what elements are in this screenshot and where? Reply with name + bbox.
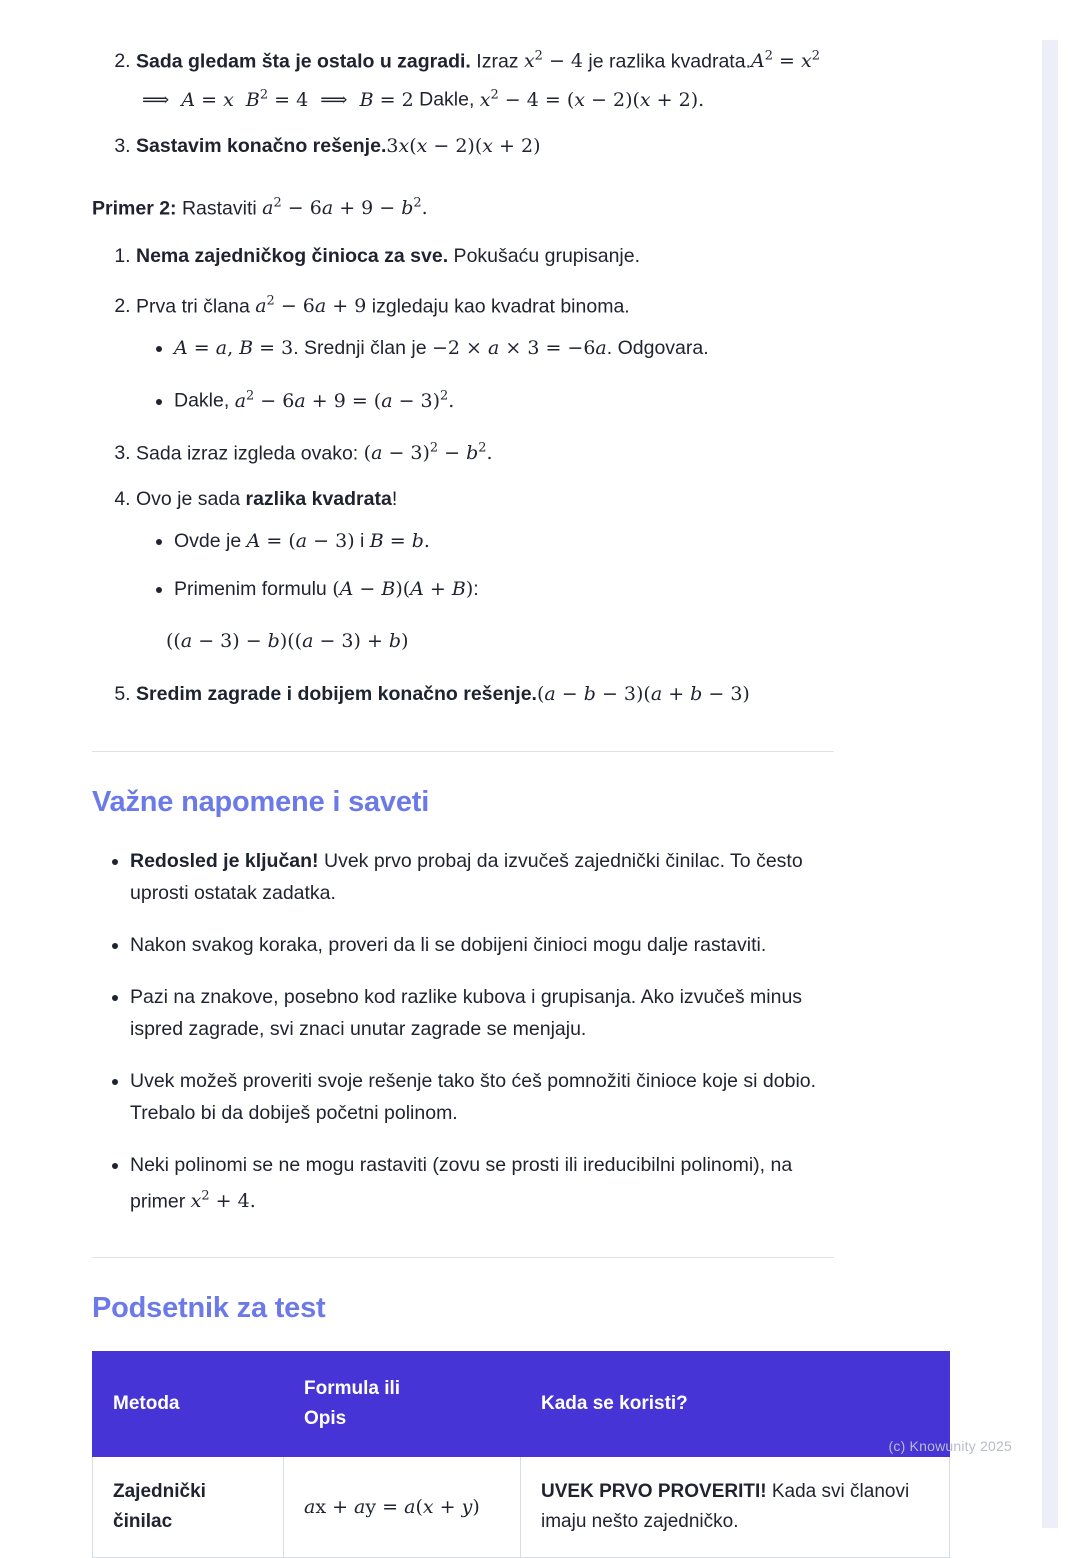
step-text: Izraz <box>470 50 524 73</box>
step-text: Pokušaću grupisanje. <box>448 244 641 267</box>
step-text: Ovo je sada <box>136 487 246 510</box>
inline-math: $A^2 = x^2$ ⟹ A = x $B^2 = 4$ ⟹ B = 2 <box>142 49 820 111</box>
step-text: ! <box>391 487 398 510</box>
reminder-table <box>92 1351 950 1558</box>
step-title: Sastavim konačno rešenje. <box>136 134 387 157</box>
example2-steps <box>92 239 834 711</box>
list-item <box>136 677 834 711</box>
example1-steps <box>92 40 834 163</box>
inline-math: (A − B)(A + B) <box>332 577 474 600</box>
list-item <box>174 379 834 417</box>
table-cell-usage <box>521 1457 950 1558</box>
inline-math: $(a - 3)^2 - b^2$. <box>363 440 493 464</box>
bullet-text: . Srednji član je <box>293 337 432 360</box>
list-item <box>136 40 834 117</box>
list-item <box>136 239 834 273</box>
table-header-formula <box>284 1352 521 1457</box>
table-header-formula-line2: Opis <box>304 1408 347 1430</box>
table-body <box>93 1457 950 1558</box>
list-item <box>136 129 834 163</box>
inline-math: $x^2 + 4$. <box>190 1188 256 1213</box>
list-item <box>136 432 834 470</box>
list-item <box>174 331 834 365</box>
inline-math: $a^2 - 6a + 9$ <box>255 293 367 318</box>
list-item <box>130 929 834 961</box>
note-text: Uvek možeš proveriti svoje rešenje tako što ćeš pomnožiti činioce koje si dobio. Trebalo bi da dobiješ početni polinom. <box>130 1069 817 1124</box>
bullet-text: Dakle, <box>174 389 235 412</box>
bullet-text: Primenim formulu <box>174 577 333 600</box>
inline-math: $a^2 - 6a + 9 - b^2$. <box>262 195 428 219</box>
document-content <box>92 40 910 1558</box>
inline-math: B = b. <box>369 529 430 552</box>
table-cell-formula <box>284 1457 521 1558</box>
bullet-text: i <box>354 529 370 552</box>
table-row <box>93 1457 950 1558</box>
table-header-metoda: Metoda <box>93 1352 284 1457</box>
watermark: (c) Knowunity 2025 <box>888 1438 1012 1454</box>
method-line2: činilac <box>113 1511 173 1533</box>
list-item <box>130 1149 834 1217</box>
bullet-text: Ovde je <box>174 529 247 552</box>
scrollbar-track[interactable] <box>1042 40 1058 1528</box>
divider <box>92 751 834 752</box>
note-text: Uvek prvo probaj da izvučeš zajednički činilac. To često uprosti ostatak zadatka. <box>130 849 803 904</box>
display-formula <box>166 624 834 659</box>
table-header-row <box>93 1352 950 1457</box>
inline-math: ((a − 3) − b)((a − 3) + b) <box>166 629 409 652</box>
table-header-usage: Kada se koristi? <box>521 1352 950 1457</box>
inline-math: A = a, B = 3 <box>174 337 294 360</box>
step-text: izgledaju kao kvadrat binoma. <box>366 295 630 318</box>
notes-section-title: Važne napomene i saveti <box>92 785 430 818</box>
inline-math: −2 × a × 3 = −6a <box>431 337 607 360</box>
list-item <box>174 524 834 558</box>
list-item <box>130 1065 834 1129</box>
sub-bullets <box>136 524 834 606</box>
usage-emphasis: UVEK PRVO PROVERITI! <box>541 1481 767 1503</box>
list-item <box>136 285 834 418</box>
inline-math: $a^2 - 6a + 9 = (a - 3)^2$. <box>234 388 455 412</box>
inline-math: A = (a − 3) <box>246 529 355 552</box>
note-emphasis: Redosled je ključan! <box>130 849 319 872</box>
step-title: Nema zajedničkog činioca za sve. <box>136 244 449 267</box>
list-item <box>174 572 834 606</box>
example2-intro <box>92 187 834 225</box>
method-line1: Zajednički <box>113 1481 206 1503</box>
table-head <box>93 1352 950 1457</box>
bullet-text: : <box>473 577 479 600</box>
notes-list <box>92 845 834 1217</box>
note-text: Pazi na znakove, posebno kod razlike kubova i grupisanja. Ako izvučeš minus ispred zagrade, svi znaci unutar zagrade se menjaju. <box>130 985 803 1040</box>
step-text-mid: je razlika kvadrata. <box>583 50 751 73</box>
step-title: Sredim zagrade i dobijem konačno rešenje. <box>136 682 537 705</box>
divider <box>92 1257 834 1258</box>
step-text-after: Dakle, <box>413 88 480 111</box>
step-emphasis: razlika kvadrata <box>245 487 392 510</box>
inline-math: $x^2 - 4$ <box>523 49 583 73</box>
sub-bullets <box>136 331 834 417</box>
table-cell-method <box>93 1457 284 1558</box>
scrollbar-gutter <box>1058 0 1080 1528</box>
step-text: Prva tri člana <box>136 295 256 318</box>
table-header-formula-line1: Formula ili <box>304 1378 401 1400</box>
bullet-text: . Odgovara. <box>606 337 709 360</box>
inline-math: (a − b − 3)(a + b − 3) <box>536 682 750 705</box>
list-item <box>130 981 834 1045</box>
inline-math: ax + ay = a(x + y) <box>304 1495 480 1518</box>
step-text: Sada izraz izgleda ovako: <box>136 441 364 464</box>
example2-label: Primer 2: <box>92 196 177 219</box>
step-title: Sada gledam šta je ostalo u zagradi. <box>136 50 471 73</box>
example2-intro-text: Rastaviti <box>176 196 263 219</box>
list-item <box>136 482 834 659</box>
inline-math: 3x(x − 2)(x + 2) <box>386 134 541 157</box>
note-text: Neki polinomi se ne mogu rastaviti (zovu se prosti ili ireducibilni polinomi), na primer <box>130 1153 793 1213</box>
reminder-section-title: Podsetnik za test <box>92 1292 326 1325</box>
inline-math: $x^2 - 4 = (x - 2)(x + 2)$. <box>479 87 705 111</box>
note-text: Nakon svakog koraka, proveri da li se dobijeni činioci mogu dalje rastaviti. <box>130 933 767 956</box>
usage-text: Kada svi članovi imaju nešto zajedničko. <box>541 1481 910 1533</box>
list-item <box>130 845 834 909</box>
